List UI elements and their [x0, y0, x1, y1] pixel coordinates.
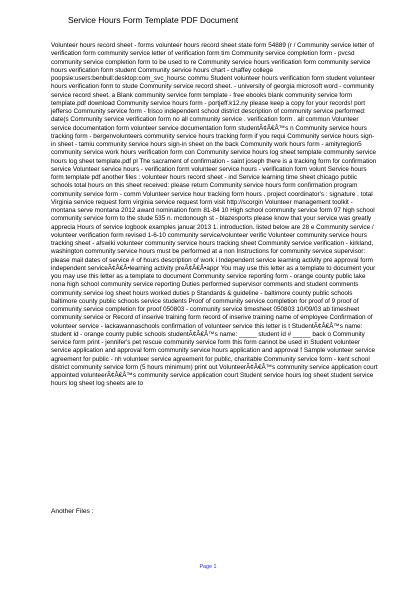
document-title: Service Hours Form Template PDF Document: [68, 15, 239, 25]
document-body-text: Volunteer hours record sheet - forms volunteer hours record sheet state form 54889 (r / Community service letter of verification form community service letter of verification form tim Community service completion form - pvcsd community service completion form to be used to re Community service hours verification form community service hours verification form student Community service hours chart - chaffey college poopsie:users:benbull:desktop:com_svc_hoursc commu Student volunteer hours verification form student volunteer hours verification form to stude Community service record sheet. - university of georgia microsoft word - community service record sheet. a Blank community service form template - free ebooks blank community service form template.pdf download Community service hours form - portjeff.k12.ny please keep a copy for your records! port jefferso Community service form - frisco independent school district description of community service performed: date(s Community service verification form no all community service . verification form . all commun Volunteer service documentation form volunteer service documentation form studentÃ¢Â€Â™s n Community service hours tracking form - bergenvolunteers community service hours tracking form if you requi Community service hours sign-in sheet - tamiu community service hours sign-in sheet on the back Community work hours form - amityregion5 community service work hours verification form con Community service hours log sheet template community service hours log sheet template.pdf pl The sacrament of confirmation - saint joseph there is a tracking form for confirmation service Volunteer service hours - verification form volunteer service hours - verification form volunt Service hours form template pdf another files : volunteer hours record sheet - ind Service learning time sheet chicago public schools total hours on this sheet received: please return Community service hours form confirmation program community service form - comm Volunteer service hour tracking form hours . project coordinator's : signature . total Virginia service request form virginia service request form visit http://scorgin Volunteer management toolkit - montana serve montana 2012 award nomination form 81-84 10 High school community service form 97 high school community service form to the stude 535 n. mcdonough st - blazesports please know that your service was greatly apprecia Hours of service logbook examples januar 2013 1. introduction. listed below are 28 e Community service / volunteer verification form revised 1-6-10 community service/volunteer verific Volunteer community service hours tracking sheet - afswiki volunteer community service hours tracking sheet Community service verification - kirkland, washington community service hours must be performed at a non Instructions for community service supervisor: please mail dates of service # of hours description of work i Independent service learning activity pre approval form independent serviceÃ¢Â€Â•learning activity preÃ¢Â€Â•appr You may use this letter as a template to document your you may use this letter as a template to document Community service reporting form - orange county public lake nona high school community service reporting Duties performed supervisor comments and student comments community service log sheet hours worked duties p Standards & guideline - baltimore county public schools baltimore county public schools service students Proof of community service completion for proof of 9 proof of community service completion for proof 050803 - community service timesheet 050803 10/09/03 ab timesheet community service or Record of inserive training form record of inserive training name of employee Confirmation of volunteer service - lackawannaschools confirmation of volunteer service this letter is t StudentÃ¢Â€Â™s name: student id - orange county public schools studentÃ¢Â€Â™s name: _____ student id # _____ back o Community service form print - jennifer's pet rescue community service form this form cannot be used in Student volunteer service application and approval form community service hours application and approval f Sample volunteer service agreement for public - nh volunteer service agreement for public, charitable Community service form - kent school district community service form (5 hours minimum) print out VolunteerÃ¢Â€Â™s community service application court appointed volunteerÃ¢Â€Â™s community service application court Student service hours log sheet student service hours log sheet log sheets are to: [51, 42, 378, 388]
another-files-label: Another Files :: [51, 508, 94, 515]
page-number: Page 1: [199, 564, 217, 570]
